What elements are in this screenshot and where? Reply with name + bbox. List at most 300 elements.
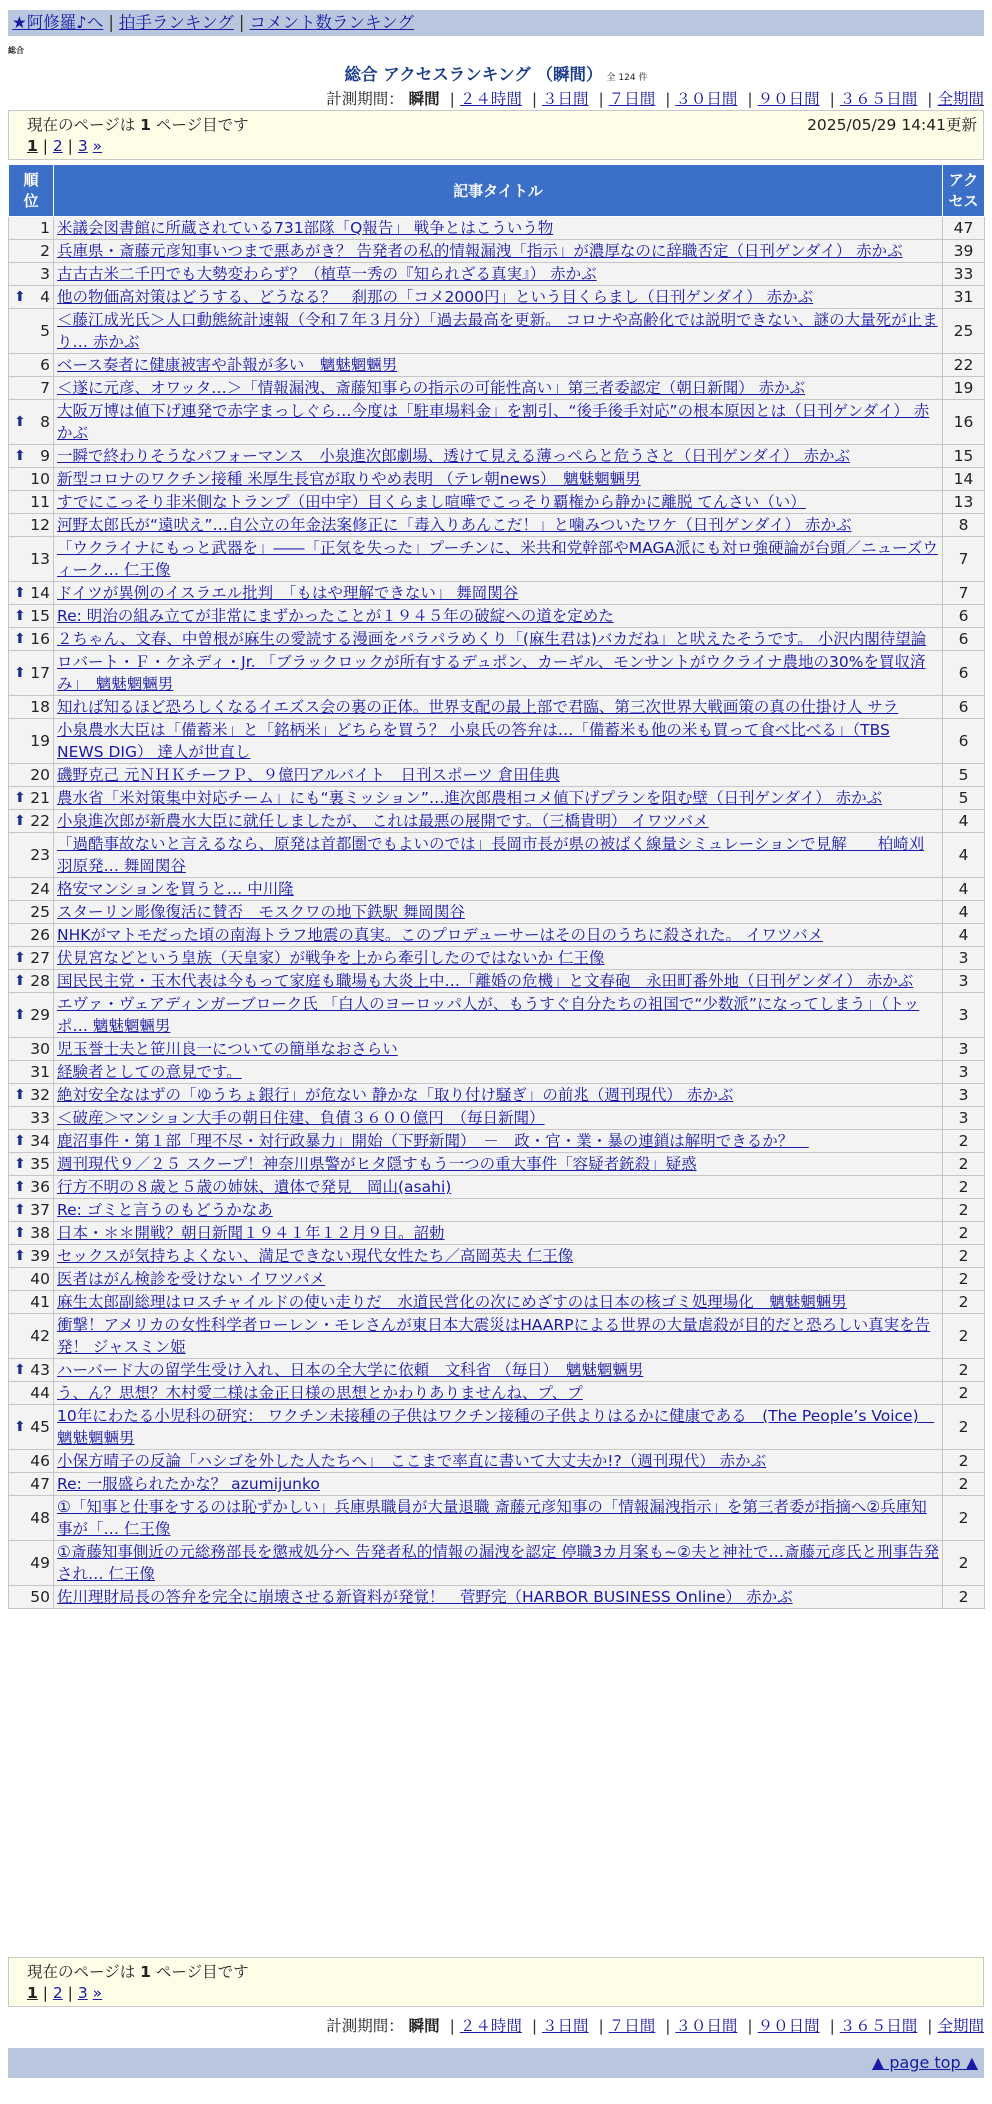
access-count: 5 [943, 787, 985, 810]
rank-number: 8 [40, 413, 50, 431]
current-page-text-bottom: 現在のページは 1 ページ目です [27, 1963, 249, 1981]
table-row [9, 787, 985, 810]
page-title-row [0, 61, 992, 85]
rank-number: 15 [30, 607, 50, 625]
article-title-link[interactable]: 小泉農水大臣は「備蓄米」と「銘柄米」どちらを買う？ 小泉氏の答弁は…「備蓄米も他の米も買って食べ比べる」（TBS NEWS DIG） 達人が世直し [57, 721, 890, 761]
table-row [9, 468, 985, 491]
rank-number: 49 [30, 1554, 50, 1572]
access-count: 2 [943, 1450, 985, 1473]
rank-number: 35 [30, 1155, 50, 1173]
table-row [9, 651, 985, 696]
rank-cell [9, 1222, 54, 1245]
title-cell [54, 1245, 943, 1268]
title-cell [54, 1314, 943, 1359]
rank-cell [9, 1176, 54, 1199]
article-title-link[interactable]: 佐川理財局長の答弁を完全に崩壊させる新資料が発覚！ 菅野完（HARBOR BUSINESS Online） 赤かぶ [57, 1588, 793, 1606]
nav-separator: | [238, 13, 245, 32]
rank-cell [9, 468, 54, 491]
title-cell [54, 354, 943, 377]
access-count: 6 [943, 628, 985, 651]
rank-number: 11 [30, 493, 50, 511]
article-title-link[interactable]: 格安マンションを買うと… 中川隆 [57, 880, 294, 898]
rank-cell [9, 354, 54, 377]
table-row [9, 1473, 985, 1496]
table-row [9, 377, 985, 400]
access-count: 3 [943, 1061, 985, 1084]
article-title-link[interactable]: 兵庫県・斎藤元彦知事いつまで悪あがき？ 告発者の私的情報漏洩「指示」が濃厚なのに辞職否定（日刊ゲンダイ） 赤かぶ [57, 242, 903, 260]
rank-cell [9, 582, 54, 605]
table-row [9, 1176, 985, 1199]
access-count: 8 [943, 514, 985, 537]
table-row [9, 1359, 985, 1382]
period-link-3d[interactable]: ３日間 [542, 2017, 589, 2035]
access-count: 2 [943, 1130, 985, 1153]
access-count: 2 [943, 1153, 985, 1176]
rank-cell [9, 696, 54, 719]
pagination-top: 1 | 2 | 3 » [27, 137, 103, 155]
table-row [9, 1314, 985, 1359]
rank-cell [9, 217, 54, 240]
article-title-link[interactable]: エヴァ・ヴェアディンガーブローク氏 「白人のヨーロッパ人が、もうすぐ自分たちの祖国で“少数派”になってしまう」（トッポ… 魑魅魍魎男 [57, 995, 920, 1035]
access-count: 2 [943, 1541, 985, 1586]
access-count: 7 [943, 537, 985, 582]
period-link-30d[interactable]: ３０日間 [675, 90, 738, 108]
rank-cell [9, 286, 54, 309]
rank-number: 25 [30, 903, 50, 921]
article-title-link[interactable]: 新型コロナのワクチン接種 米厚生長官が取りやめ表明 （テレ朝news） 魑魅魍魎男 [57, 470, 641, 488]
rank-cell [9, 1291, 54, 1314]
article-title-link[interactable]: 他の物価高対策はどうする、どうなる？ 刹那の「コメ2000円」という目くらまし（日刊ゲンダイ） 赤かぶ [57, 288, 814, 306]
up-arrow-icon: ⬆ [14, 1179, 26, 1195]
rank-number: 40 [30, 1270, 50, 1288]
rank-cell [9, 240, 54, 263]
period-link-7d[interactable]: ７日間 [608, 90, 656, 108]
nav-separator: | [108, 13, 114, 32]
ranking-table [8, 164, 985, 1609]
article-title-link[interactable]: 磯野克己 元ＮＨＫチーフＰ、９億円アルバイト 日刊スポーツ 倉田佳典 [57, 766, 560, 784]
article-title-link[interactable]: NHKがマトモだった頃の南海トラフ地震の真実。このプロデューサーはその日のうちに殺された。 イワツバメ [57, 926, 824, 944]
title-cell [54, 878, 943, 901]
access-count: 15 [943, 445, 985, 468]
access-count: 2 [943, 1382, 985, 1405]
access-count: 4 [943, 833, 985, 878]
rank-number: 31 [30, 1063, 50, 1081]
updated-time: 2025/05/29 14:41更新 [807, 116, 977, 134]
article-title-link[interactable]: 知れば知るほど恐ろしくなるイエズス会の裏の正体。世界支配の最上部で君臨、第三次世界大戦画策の真の仕掛け人 サラ [57, 698, 899, 716]
table-row [9, 217, 985, 240]
rank-number: 37 [30, 1201, 50, 1219]
bottom-bar [8, 2048, 984, 2078]
rank-number: 4 [40, 288, 50, 306]
title-cell [54, 651, 943, 696]
rank-cell [9, 445, 54, 468]
rank-cell [9, 1405, 54, 1450]
access-count: 2 [943, 1245, 985, 1268]
rank-cell [9, 400, 54, 445]
rank-cell [9, 1061, 54, 1084]
access-count: 2 [943, 1291, 985, 1314]
article-title-link[interactable]: 行方不明の８歳と５歳の姉妹、遺体で発見 岡山(asahi) [57, 1178, 452, 1196]
rank-cell [9, 787, 54, 810]
up-arrow-icon: ⬆ [14, 289, 26, 305]
access-count: 47 [943, 217, 985, 240]
title-cell [54, 1291, 943, 1314]
rank-cell [9, 1107, 54, 1130]
rank-number: 26 [30, 926, 50, 944]
table-row [9, 1496, 985, 1541]
table-row [9, 445, 985, 468]
rank-number: 39 [30, 1247, 50, 1265]
table-row [9, 1107, 985, 1130]
rank-number: 30 [30, 1040, 50, 1058]
article-title-link[interactable]: 経験者としての意見です。 [57, 1063, 242, 1081]
article-title-link[interactable]: 農水省「米対策集中対応チーム」にも“裏ミッション”…進次郎農相コメ値下げプランを阻む壁（日刊ゲンダイ） 赤かぶ [57, 789, 883, 807]
rank-number: 28 [30, 972, 50, 990]
period-selector-top: 計測期間： 瞬間 | ２４時間 | ３日間 | ７日間 | ３０日間 | ９０日間 | ３６５日間 | 全期間 [326, 90, 984, 108]
article-title-link[interactable]: 衝撃！アメリカの女性科学者ローレン・モレさんが東日本大震災はHAARPによる世界の大量虐殺が目的だと恐ろしい真実を告発！ ジャスミン姫 [57, 1316, 931, 1356]
access-count: 33 [943, 263, 985, 286]
period-current: 瞬間 [408, 90, 440, 108]
access-count: 31 [943, 286, 985, 309]
rank-number: 21 [30, 789, 50, 807]
article-title-link[interactable]: 日本・＊＊開戦？朝日新聞１９４１年１２月９日。詔勅 [57, 1224, 445, 1242]
article-title-link[interactable]: 医者はがん検診を受けない イワツバメ [57, 1270, 326, 1288]
rank-cell [9, 924, 54, 947]
title-cell [54, 1130, 943, 1153]
title-cell [54, 582, 943, 605]
count-header: アクセス [943, 165, 985, 217]
rank-number: 19 [30, 732, 50, 750]
article-title-link[interactable]: ＜破産＞マンション大手の朝日住建、負債３６００億円 （毎日新聞） [57, 1109, 545, 1127]
table-row [9, 764, 985, 787]
title-cell [54, 764, 943, 787]
period-selector-bottom: 計測期間： 瞬間 | ２４時間 | ３日間 | ７日間 | ３０日間 | ９０日間 | ３６５日間 | 全期間 [326, 2017, 984, 2035]
article-title-link[interactable]: 伏見宮などという皇族（天皇家）が戦争を上から牽引したのではないか 仁王像 [57, 949, 605, 967]
rank-header: 順位 [9, 165, 54, 217]
table-row [9, 1450, 985, 1473]
title-cell [54, 924, 943, 947]
period-link-all[interactable]: 全期間 [937, 90, 984, 108]
rank-cell [9, 309, 54, 354]
access-count: 25 [943, 309, 985, 354]
title-cell [54, 468, 943, 491]
title-cell [54, 400, 943, 445]
access-count: 6 [943, 605, 985, 628]
table-row [9, 1586, 985, 1609]
table-row [9, 1291, 985, 1314]
table-row [9, 878, 985, 901]
article-title-link[interactable]: 「ウクライナにもっと武器を」――「正気を失った」プーチンに、米共和党幹部やMAGA派にも対ロ強硬論が台頭／ニューズウィーク… 仁王像 [57, 539, 938, 579]
rank-cell [9, 1199, 54, 1222]
access-count: 3 [943, 970, 985, 993]
title-cell [54, 1450, 943, 1473]
access-count: 13 [943, 491, 985, 514]
title-cell [54, 309, 943, 354]
access-count: 4 [943, 901, 985, 924]
rank-number: 38 [30, 1224, 50, 1242]
article-title-link[interactable]: 河野太郎氏が“遠吠え”…自公立の年金法案修正に「毒入りあんこだ！」と噛みついたワケ（日刊ゲンダイ） 赤かぶ [57, 516, 852, 534]
article-title-link[interactable]: 10年にわたる小児科の研究： ワクチン未接種の子供はワクチン接種の子供よりはるかに健康である (The People’s Voice) 魑魅魍魎男 [57, 1407, 935, 1447]
rank-number: 13 [30, 550, 50, 568]
home-link[interactable]: ★阿修羅♪へ [12, 13, 104, 32]
rank-cell [9, 833, 54, 878]
title-cell [54, 1061, 943, 1084]
title-header: 記事タイトル [54, 165, 943, 217]
period-link-90d[interactable]: ９０日間 [757, 2017, 820, 2035]
table-row [9, 582, 985, 605]
rank-number: 12 [30, 516, 50, 534]
table-row [9, 400, 985, 445]
page-2-link[interactable]: 2 [52, 1984, 63, 2002]
article-title-link[interactable]: ①「知事と仕事をするのは恥ずかしい」兵庫県職員が大量退職 斎藤元彦知事の「情報漏洩指示」を第三者委が指摘へ②兵庫知事が「… 仁王像 [57, 1498, 927, 1538]
table-row [9, 1245, 985, 1268]
article-title-link[interactable]: Re: 一服盛られたかな？ azumijunko [57, 1475, 320, 1493]
access-count: 2 [943, 1405, 985, 1450]
rank-number: 9 [40, 447, 50, 465]
page-1-current: 1 [27, 137, 38, 155]
page-2-link[interactable]: 2 [52, 137, 63, 155]
article-title-link[interactable]: Re: ゴミと言うのもどうかなあ [57, 1201, 273, 1219]
article-title-link[interactable]: う、ん？思想？木村愛二様は金正日様の思想とかわりありませんね、プ、プ [57, 1384, 583, 1402]
table-row [9, 491, 985, 514]
period-link-365d[interactable]: ３６５日間 [839, 90, 918, 108]
rank-number: 44 [30, 1384, 50, 1402]
table-row [9, 628, 985, 651]
up-arrow-icon: ⬆ [14, 790, 26, 806]
rank-number: 5 [40, 322, 50, 340]
rank-cell [9, 810, 54, 833]
rank-number: 10 [30, 470, 50, 488]
rank-number: 45 [30, 1418, 50, 1436]
rank-cell [9, 514, 54, 537]
period-link-24h[interactable]: ２４時間 [459, 90, 522, 108]
rank-number: 22 [30, 812, 50, 830]
article-title-link[interactable]: ドイツが異例のイスラエル批判 「もはや理解できない」 舞岡関谷 [57, 584, 519, 602]
title-cell [54, 1359, 943, 1382]
up-arrow-icon: ⬆ [14, 1225, 26, 1241]
rank-cell [9, 1450, 54, 1473]
rank-number: 36 [30, 1178, 50, 1196]
rank-number: 43 [30, 1361, 50, 1379]
up-arrow-icon: ⬆ [14, 1087, 26, 1103]
access-count: 5 [943, 764, 985, 787]
article-title-link[interactable]: ＜藤江成光氏＞人口動態統計速報（令和７年３月分）「過去最高を更新。 コロナや高齢化では説明できない、謎の大量死が止まり… 赤かぶ [57, 311, 938, 351]
table-row [9, 901, 985, 924]
period-link-3d[interactable]: ３日間 [542, 90, 589, 108]
rank-cell [9, 1245, 54, 1268]
rank-number: 14 [30, 584, 50, 602]
article-title-link[interactable]: 古古古米二千円でも大勢変わらず？（植草一秀の『知られざる真実』） 赤かぶ [57, 265, 597, 283]
access-count: 2 [943, 1359, 985, 1382]
title-cell [54, 1382, 943, 1405]
title-cell [54, 1405, 943, 1450]
access-count: 2 [943, 1268, 985, 1291]
rank-number: 6 [40, 356, 50, 374]
title-cell [54, 1176, 943, 1199]
rank-number: 41 [30, 1293, 50, 1311]
title-cell [54, 286, 943, 309]
article-title-link[interactable]: Re: 明治の組み立てが非常にまずかったことが１９４５年の破綻への道を定めた [57, 607, 614, 625]
rank-number: 42 [30, 1327, 50, 1345]
rank-number: 24 [30, 880, 50, 898]
period-link-all[interactable]: 全期間 [937, 2017, 984, 2035]
next-page-link[interactable]: » [92, 137, 103, 155]
up-arrow-icon: ⬆ [14, 1248, 26, 1264]
table-row [9, 719, 985, 764]
up-arrow-icon: ⬆ [14, 1007, 26, 1023]
article-title-link[interactable]: 麻生太郎副総理はロスチャイルドの使い走りだ 水道民営化の次にめざすのは日本の核ゴミ処理場化 魑魅魍魎男 [57, 1293, 847, 1311]
page-3-link[interactable]: 3 [77, 1984, 88, 2002]
rank-cell [9, 605, 54, 628]
next-page-link[interactable]: » [92, 1984, 103, 2002]
top-nav-bar [8, 10, 984, 36]
article-title-link[interactable]: ハーバード大の留学生受け入れ、日本の全大学に依頼 文科省 （毎日） 魑魅魍魎男 [57, 1361, 644, 1379]
rank-cell [9, 1473, 54, 1496]
access-count: 2 [943, 1473, 985, 1496]
article-title-link[interactable]: 「過酷事故ないと言えるなら、原発は首都圏でもよいのでは」長岡市長が県の被ばく線量シミュレーションで見解 柏崎刈羽原発… 舞岡関谷 [57, 835, 925, 875]
period-link-90d[interactable]: ９０日間 [757, 90, 820, 108]
rank-number: 48 [30, 1509, 50, 1527]
rank-cell [9, 537, 54, 582]
title-cell [54, 1586, 943, 1609]
table-row [9, 263, 985, 286]
article-title-link[interactable]: 週刊現代９／２５ スクープ！神奈川県警がヒタ隠すもう一つの重大事件「容疑者銃殺」疑惑 [57, 1155, 697, 1173]
access-count: 6 [943, 696, 985, 719]
title-cell [54, 1038, 943, 1061]
up-arrow-icon: ⬆ [14, 1133, 26, 1149]
table-row [9, 354, 985, 377]
access-count: 7 [943, 582, 985, 605]
title-cell [54, 993, 943, 1038]
table-row [9, 1405, 985, 1450]
rank-cell [9, 878, 54, 901]
article-title-link[interactable]: 児玉誉士夫と笹川良一についての簡単なおさらい [57, 1040, 398, 1058]
title-cell [54, 491, 943, 514]
up-arrow-icon: ⬆ [14, 665, 26, 681]
period-current: 瞬間 [408, 2017, 440, 2035]
article-title-link[interactable]: ①斎藤知事側近の元総務部長を懲戒処分へ 告発者私的情報の漏洩を認定 停職3カ月案も~②夫と神社で…斎藤元彦氏と刑事告発され… 仁王像 [57, 1543, 939, 1583]
rank-cell [9, 970, 54, 993]
table-row [9, 833, 985, 878]
up-arrow-icon: ⬆ [14, 631, 26, 647]
page-1-current: 1 [27, 1984, 38, 2002]
rank-cell [9, 1382, 54, 1405]
period-link-365d[interactable]: ３６５日間 [839, 2017, 918, 2035]
title-cell [54, 1222, 943, 1245]
page-info-top [8, 110, 984, 160]
article-title-link[interactable]: 小泉進次郎が新農水大臣に就任しましたが、 これは最悪の展開です。（三橋貴明） イワツバメ [57, 812, 709, 830]
up-arrow-icon: ⬆ [14, 414, 26, 430]
access-count: 2 [943, 1496, 985, 1541]
rank-cell [9, 377, 54, 400]
article-title-link[interactable]: セックスが気持ちよくない、満足できない現代女性たち／高岡英夫 仁王像 [57, 1247, 574, 1265]
article-title-link[interactable]: 国民民主党・玉木代表は今もって家庭も職場も大炎上中…「離婚の危機」と文春砲 永田町番外地（日刊ゲンダイ） 赤かぶ [57, 972, 914, 990]
period-link-24h[interactable]: ２４時間 [459, 2017, 522, 2035]
title-cell [54, 1541, 943, 1586]
access-count: 2 [943, 1176, 985, 1199]
rank-number: 47 [30, 1475, 50, 1493]
rank-cell [9, 947, 54, 970]
up-arrow-icon: ⬆ [14, 448, 26, 464]
title-cell [54, 947, 943, 970]
up-arrow-icon: ⬆ [14, 1362, 26, 1378]
article-title-link[interactable]: ベース奏者に健康被害や訃報が多い 魑魅魍魎男 [57, 356, 398, 374]
rank-cell [9, 651, 54, 696]
rank-cell [9, 1038, 54, 1061]
rank-cell [9, 263, 54, 286]
rank-cell [9, 1153, 54, 1176]
title-cell [54, 240, 943, 263]
table-row [9, 240, 985, 263]
article-title-link[interactable]: 絶対安全なはずの「ゆうちょ銀行」が危ない 静かな「取り付け騒ぎ」の前兆（週刊現代） 赤かぶ [57, 1086, 734, 1104]
article-title-link[interactable]: すでにこっそり非米側なトランプ（田中宇）目くらまし喧嘩でこっそり覇権から静かに離脱 てんさい（い） [57, 493, 806, 511]
table-row [9, 1038, 985, 1061]
table-row [9, 970, 985, 993]
article-title-link[interactable]: ２ちゃん、文春、中曽根が麻生の愛読する漫画をパラパラめくり「(麻生君は)バカだね」と吠えたそうです。 小沢内閣待望論 [57, 630, 927, 648]
title-cell [54, 1268, 943, 1291]
article-title-link[interactable]: 大阪万博は値下げ連発で赤字まっしぐら…今度は「駐車場料金」を割引、“後手後手対応”の根本原因とは（日刊ゲンダイ） 赤かぶ [57, 402, 930, 442]
article-title-link[interactable]: 米議会図書館に所蔵されている731部隊「Q報告」 戦争とはこういう物 [57, 219, 554, 237]
up-arrow-icon: ⬆ [14, 813, 26, 829]
title-cell [54, 833, 943, 878]
access-count: 16 [943, 400, 985, 445]
title-cell [54, 445, 943, 468]
rank-cell [9, 1586, 54, 1609]
title-cell [54, 263, 943, 286]
title-cell [54, 1199, 943, 1222]
article-title-link[interactable]: 鹿沼事件・第１部「理不尽・対行政暴力」開始（下野新聞） － 政・官・業・暴の連鎖は解明できるか？ [57, 1132, 809, 1150]
title-cell [54, 1107, 943, 1130]
title-cell [54, 810, 943, 833]
period-link-7d[interactable]: ７日間 [608, 2017, 656, 2035]
comment-ranking-link[interactable]: コメント数ランキング [249, 13, 414, 32]
rank-cell [9, 1314, 54, 1359]
table-row [9, 1382, 985, 1405]
article-title-link[interactable]: 一瞬で終わりそうなパフォーマンス 小泉進次郎劇場、透けて見える薄っぺらと危うさと（日刊ゲンダイ） 赤かぶ [57, 447, 850, 465]
rank-number: 27 [30, 949, 50, 967]
table-row [9, 1061, 985, 1084]
access-count: 3 [943, 993, 985, 1038]
rank-number: 33 [30, 1109, 50, 1127]
title-cell [54, 217, 943, 240]
rank-cell [9, 901, 54, 924]
rank-number: 50 [30, 1588, 50, 1606]
table-header-row [9, 165, 985, 217]
title-cell [54, 970, 943, 993]
title-cell [54, 1496, 943, 1541]
period-link-30d[interactable]: ３０日間 [675, 2017, 738, 2035]
clap-ranking-link[interactable]: 拍手ランキング [118, 13, 234, 32]
table-row [9, 1541, 985, 1586]
title-cell [54, 628, 943, 651]
article-title-link[interactable]: ロバート・Ｆ・ケネディ・Jr. 「ブラックロックが所有するデュポン、カーギル、モンサントがウクライナ農地の30%を買収済み」 魑魅魍魎男 [57, 653, 926, 693]
article-title-link[interactable]: 小保方晴子の反論「ハシゴを外した人たちへ」 ここまで率直に書いて大丈夫か!?（週刊現代） 赤かぶ [57, 1452, 767, 1470]
title-cell [54, 719, 943, 764]
article-title-link[interactable]: ＜遂に元彦、オワッタ…＞「情報漏洩、斎藤知事らの指示の可能性高い」第三者委認定（朝日新聞） 赤かぶ [57, 379, 806, 397]
up-arrow-icon: ⬆ [14, 585, 26, 601]
access-count: 3 [943, 1107, 985, 1130]
page-title: 総合 アクセスランキング （瞬間） [344, 65, 603, 84]
page-3-link[interactable]: 3 [77, 137, 88, 155]
page-info-bottom [8, 1957, 984, 2007]
up-arrow-icon: ⬆ [14, 973, 26, 989]
access-count: 14 [943, 468, 985, 491]
page-top-link[interactable]: ▲ page top ▲ [871, 2053, 978, 2072]
table-row [9, 514, 985, 537]
current-page-text: 現在のページは 1 ページ目です [27, 116, 249, 134]
rank-number: 18 [30, 698, 50, 716]
article-title-link[interactable]: スターリン彫像復活に賛否 モスクワの地下鉄駅 舞岡関谷 [57, 903, 465, 921]
